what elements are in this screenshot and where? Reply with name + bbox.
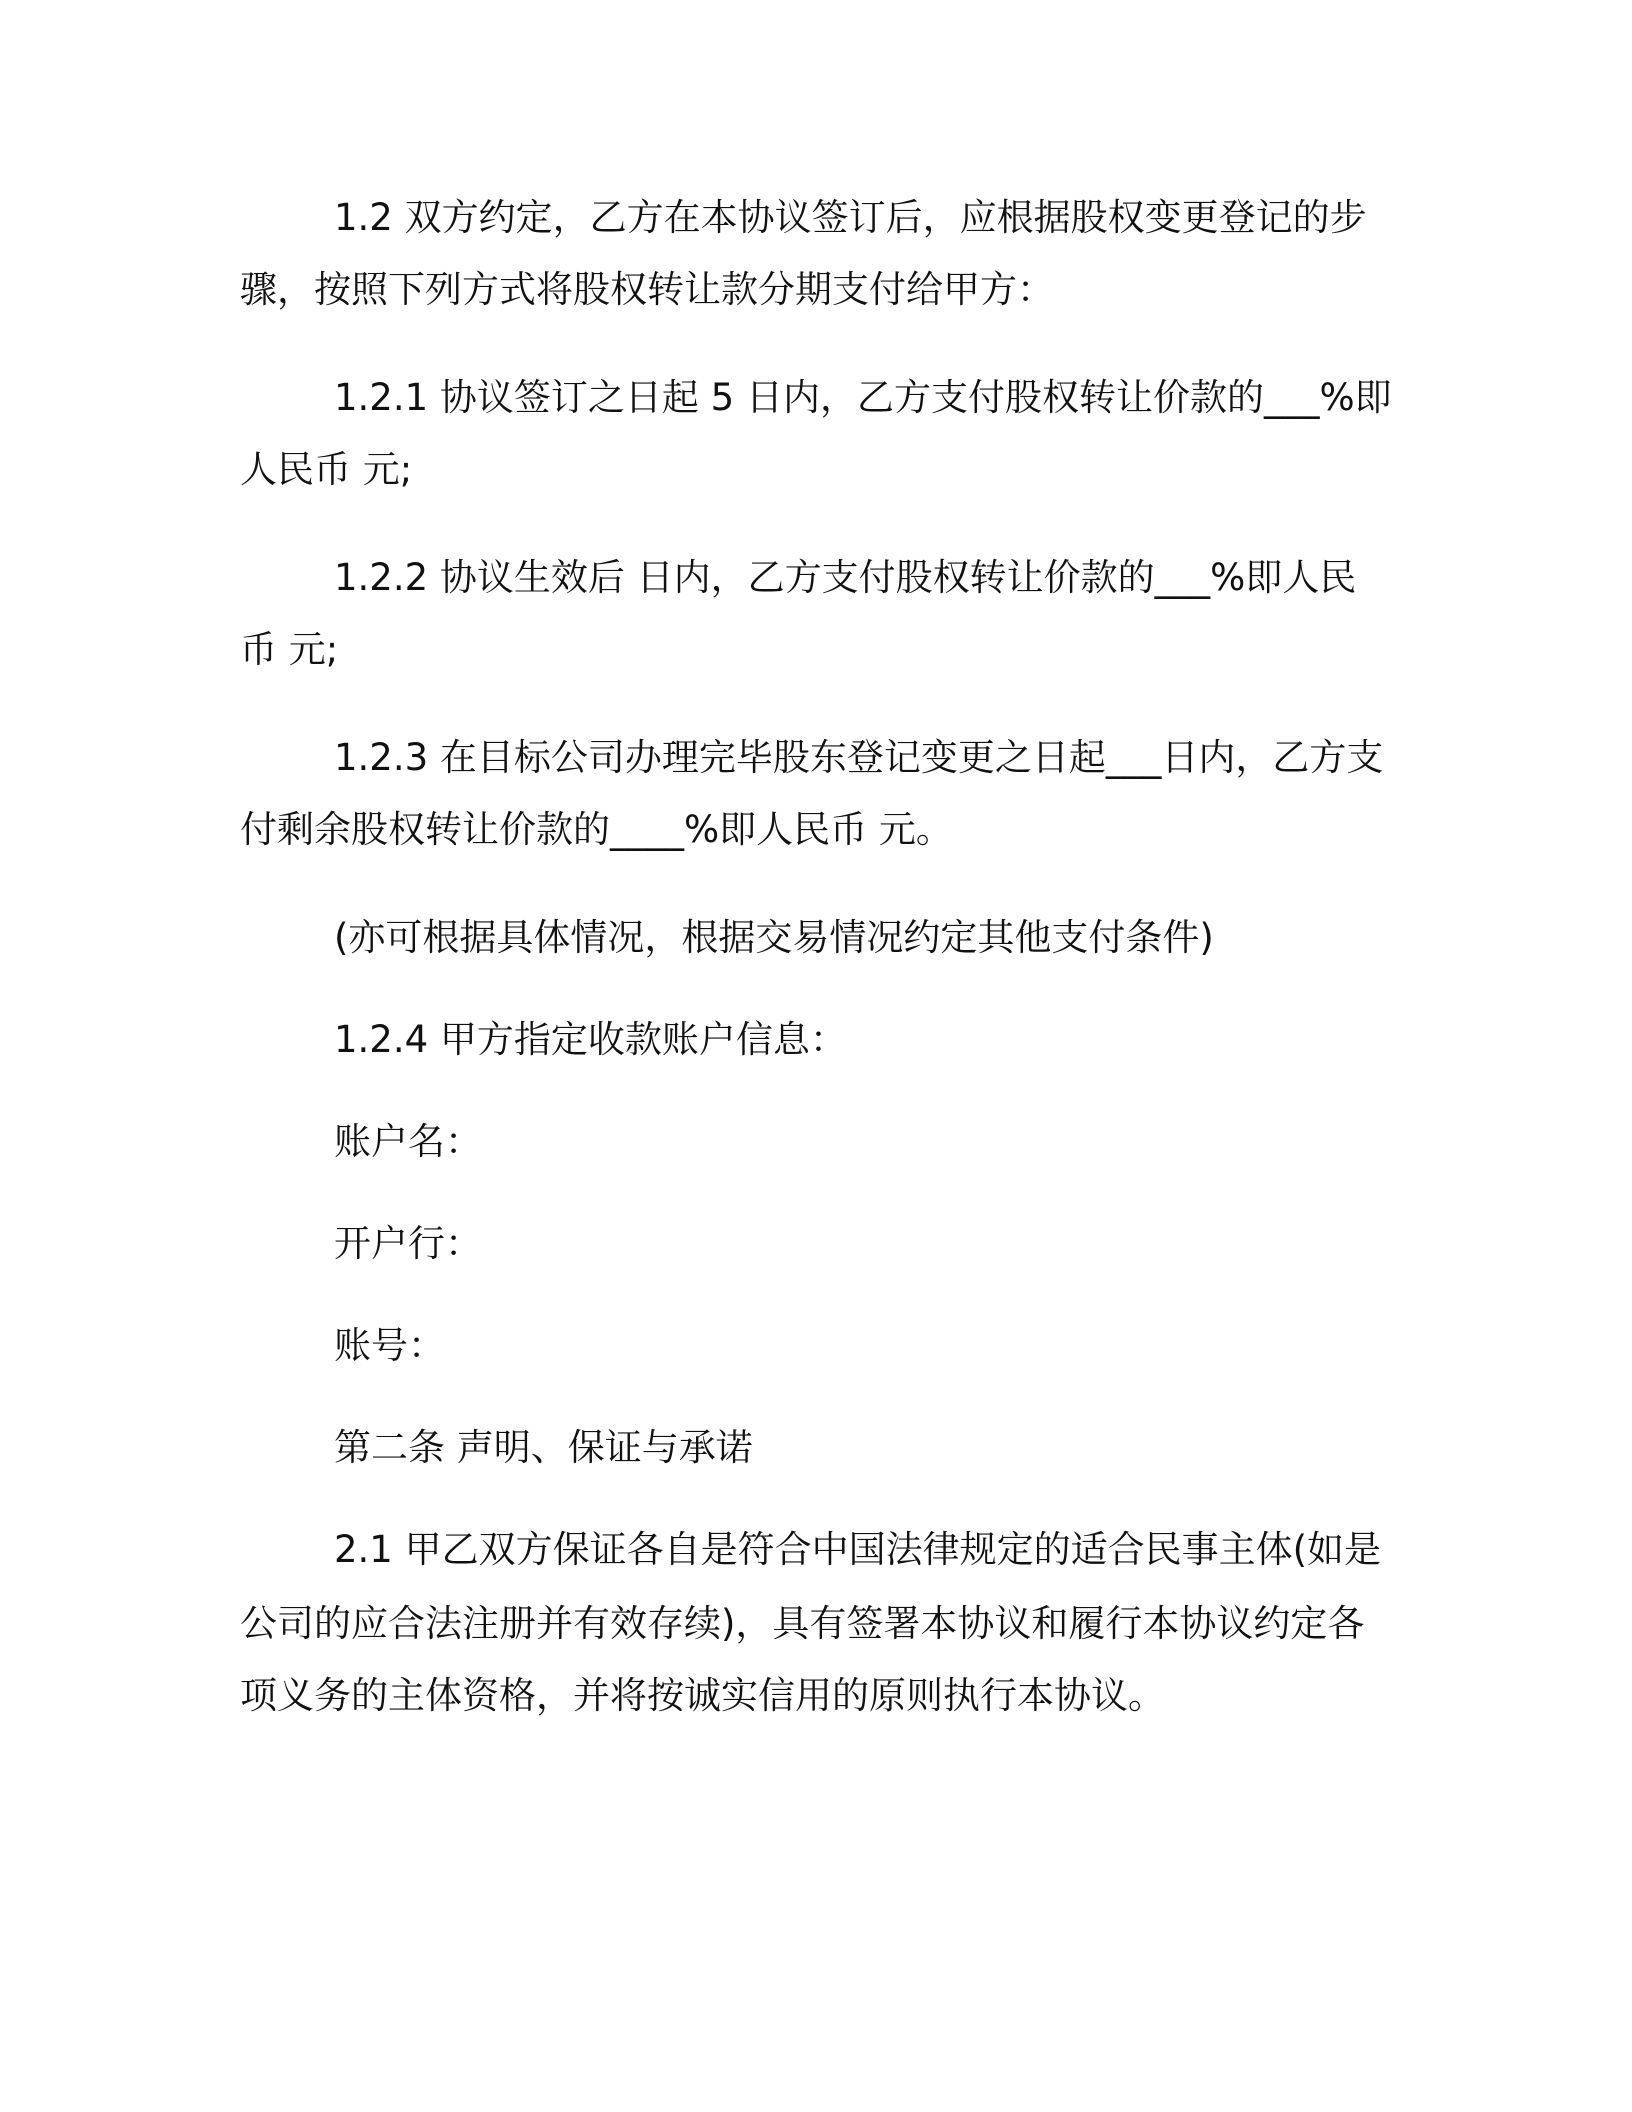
clause-2-1-line-2: 公司的应合法注册并有效存续)，具有签署本协议和履行本协议约定各 <box>240 1602 1365 1645</box>
bank-label: 开户行： <box>334 1222 482 1265</box>
payment-note: (亦可根据具体情况，根据交易情况约定其他支付条件) <box>334 916 1214 959</box>
clause-1-2-1-line-1: 1.2.1 协议签订之日起 5 日内，乙方支付股权转让价款的___%即 <box>334 376 1392 419</box>
clause-1-2-2-line-1: 1.2.2 协议生效后 日内，乙方支付股权转让价款的___%即人民 <box>334 556 1357 599</box>
clause-1-2-line-2: 骤，按照下列方式将股权转让款分期支付给甲方： <box>240 268 1054 311</box>
clause-1-2-line-1: 1.2 双方约定，乙方在本协议签订后，应根据股权变更登记的步 <box>334 196 1367 239</box>
clause-1-2-3-line-1: 1.2.3 在目标公司办理完毕股东登记变更之日起___日内，乙方支 <box>334 736 1384 779</box>
clause-1-2-4: 1.2.4 甲方指定收款账户信息： <box>334 1018 847 1061</box>
clause-1-2-3-line-2: 付剩余股权转让价款的____%即人民币 元。 <box>240 808 953 851</box>
account-number-label: 账号： <box>334 1324 445 1367</box>
account-name-label: 账户名： <box>334 1120 482 1163</box>
clause-1-2-2-line-2: 币 元; <box>240 628 339 671</box>
article-2-heading: 第二条 声明、保证与承诺 <box>334 1426 753 1469</box>
clause-1-2-1-line-2: 人民币 元; <box>240 448 413 491</box>
clause-2-1-line-1: 2.1 甲乙双方保证各自是符合中国法律规定的适合民事主体(如是 <box>334 1528 1382 1571</box>
clause-2-1-line-3: 项义务的主体资格，并将按诚实信用的原则执行本协议。 <box>240 1674 1165 1717</box>
